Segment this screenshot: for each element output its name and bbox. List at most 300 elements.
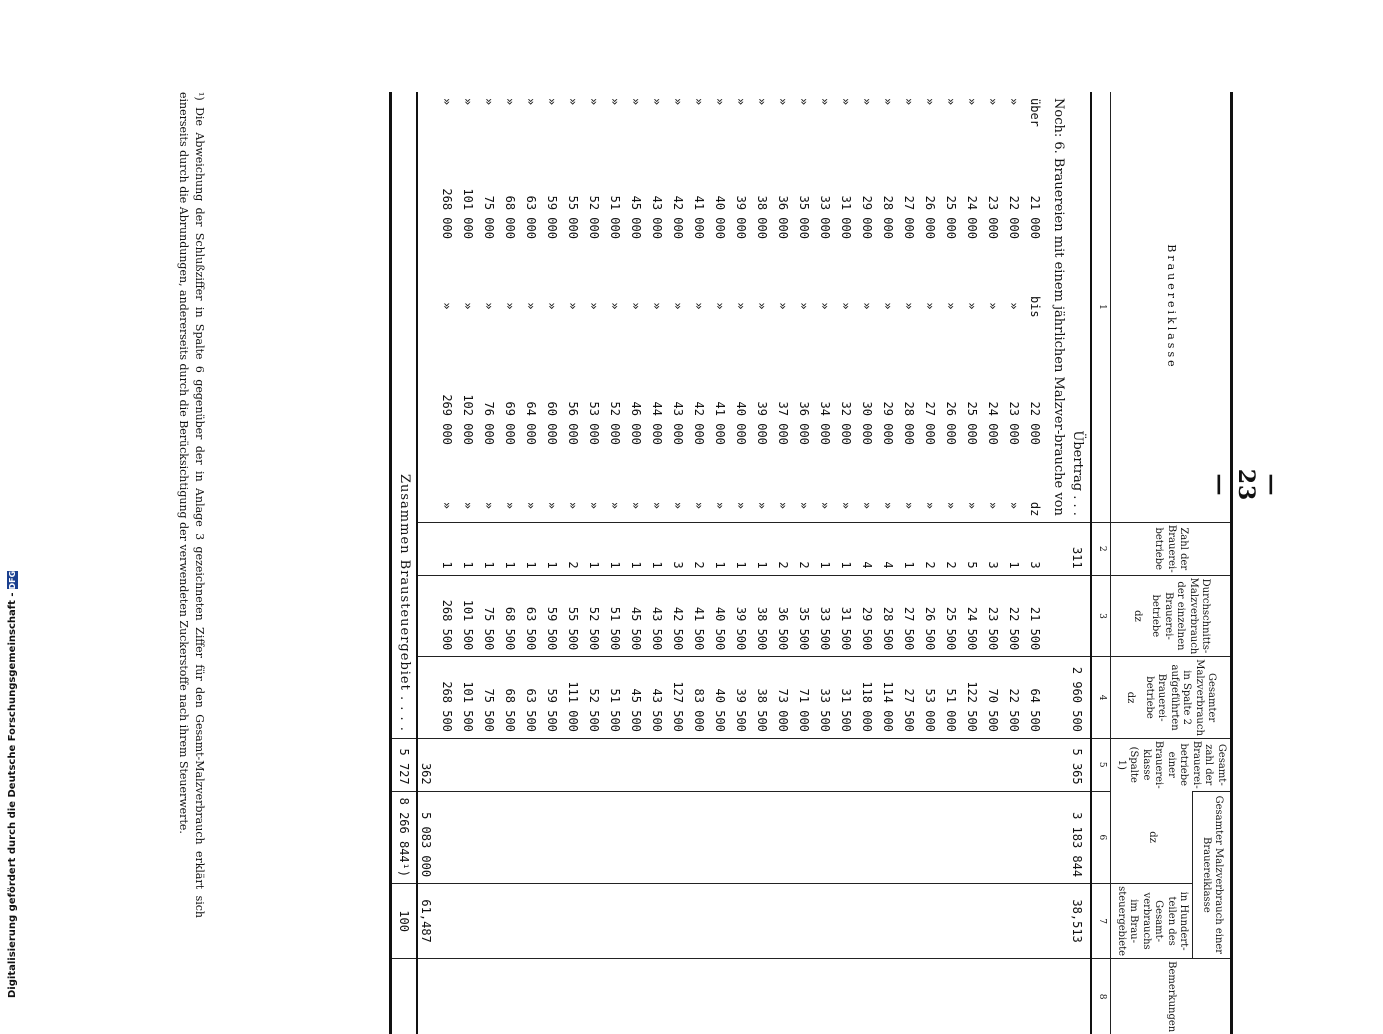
col5-cell <box>923 738 944 791</box>
col7-cell <box>797 884 818 959</box>
col7-cell <box>545 884 566 959</box>
range-from: 42 000 <box>671 195 686 239</box>
brauereiklasse-cell <box>524 92 545 522</box>
col-number-3: 3 <box>1092 575 1112 657</box>
range-to: 52 000 <box>608 401 623 445</box>
brauereiklasse-cell <box>545 92 566 522</box>
col6-cell <box>713 791 734 883</box>
remarks-cell <box>671 959 692 1034</box>
range-bis: » <box>944 302 959 310</box>
col6-cell <box>755 791 776 883</box>
col6-cell <box>524 791 545 883</box>
total-cell: 268 500 <box>440 657 461 739</box>
range-unit: » <box>608 501 623 510</box>
brauereiklasse-cell <box>923 92 944 522</box>
range-from: 38 000 <box>755 195 770 239</box>
col7-cell <box>524 884 545 959</box>
table-row <box>860 92 881 1034</box>
col6-cell <box>545 791 566 883</box>
range-to: 29 000 <box>881 401 896 445</box>
col6-cell <box>797 791 818 883</box>
col6-cell <box>482 791 503 883</box>
table-row <box>629 92 650 1034</box>
range-from: 101 000 <box>461 188 476 239</box>
range-from: 26 000 <box>923 195 938 239</box>
remarks-cell <box>482 959 503 1034</box>
col5-cell <box>587 738 608 791</box>
count-cell: 4 <box>881 522 902 575</box>
col5-cell <box>461 738 482 791</box>
header-gesamt <box>1111 657 1232 739</box>
range-to: 28 000 <box>902 401 917 445</box>
row-prefix: » <box>965 98 980 106</box>
average-cell: 25 500 <box>944 575 965 657</box>
col7-cell <box>986 884 1007 959</box>
header-row <box>1193 92 1232 1034</box>
remarks-cell <box>986 959 1007 1034</box>
count-cell: 1 <box>524 522 545 575</box>
row-prefix: » <box>692 98 707 106</box>
total-cell: 43 500 <box>650 657 671 739</box>
range-to: 64 000 <box>524 401 539 445</box>
range-unit: » <box>923 501 938 510</box>
brauereiklasse-cell <box>734 92 755 522</box>
row-prefix: » <box>608 98 623 106</box>
range-to: 46 000 <box>629 401 644 445</box>
average-cell: 75 500 <box>482 575 503 657</box>
count-cell: 1 <box>1007 522 1028 575</box>
range-to: 34 000 <box>818 401 833 445</box>
average-cell: 45 500 <box>629 575 650 657</box>
range-from: 31 000 <box>839 195 854 239</box>
col6-cell <box>692 791 713 883</box>
remarks-cell <box>776 959 797 1034</box>
average-cell: 27 500 <box>902 575 923 657</box>
remarks-cell <box>1028 959 1049 1034</box>
remarks-cell <box>839 959 860 1034</box>
col6-cell <box>734 791 755 883</box>
col-number-6: 6 <box>1092 791 1112 883</box>
range-from: 63 000 <box>524 195 539 239</box>
total-cell: 83 000 <box>692 657 713 739</box>
sum-row <box>391 92 418 1034</box>
col-number-5: 5 <box>1092 738 1112 791</box>
remarks-cell <box>629 959 650 1034</box>
range-to: 76 000 <box>482 401 497 445</box>
table-row <box>902 92 923 1034</box>
table-row <box>713 92 734 1034</box>
group-label-col5 <box>1049 738 1070 791</box>
range-from: 40 000 <box>713 195 728 239</box>
col7-cell <box>650 884 671 959</box>
count-cell: 1 <box>902 522 923 575</box>
total-cell: 68 500 <box>503 657 524 739</box>
range-to: 41 000 <box>713 401 728 445</box>
total-cell: 64 500 <box>1028 657 1049 739</box>
count-cell: 1 <box>461 522 482 575</box>
range-bis: » <box>461 302 476 310</box>
range-to: 27 000 <box>923 401 938 445</box>
col7-cell <box>503 884 524 959</box>
sum-col5: 5 727 <box>391 738 418 791</box>
col5-cell <box>608 738 629 791</box>
col6-cell <box>440 791 461 883</box>
table-row <box>965 92 986 1034</box>
col6-cell <box>818 791 839 883</box>
average-cell: 31 500 <box>839 575 860 657</box>
range-from: 23 000 <box>986 195 1001 239</box>
page-number: — 23 — <box>1207 468 1285 502</box>
average-cell: 41 500 <box>692 575 713 657</box>
sum-col6: 8 266 844¹) <box>391 791 418 883</box>
average-cell: 33 500 <box>818 575 839 657</box>
count-cell: 1 <box>545 522 566 575</box>
header-durchschnitt-label: Durchschnitts-Malzverbrauch der einzelnen Brauerei-betriebe <box>1150 577 1212 655</box>
total-cell: 31 500 <box>839 657 860 739</box>
brauereiklasse-cell <box>818 92 839 522</box>
brauereiklasse-cell <box>713 92 734 522</box>
range-unit: » <box>902 501 917 510</box>
average-cell: 59 500 <box>545 575 566 657</box>
col5-cell <box>503 738 524 791</box>
row-prefix: » <box>881 98 896 106</box>
range-unit: » <box>860 501 875 510</box>
range-from: 75 000 <box>482 195 497 239</box>
remarks-cell <box>587 959 608 1034</box>
range-from: 24 000 <box>965 195 980 239</box>
brauereiklasse-cell <box>461 92 482 522</box>
header-hunderteilen: in Hundert-teilen des Gesamt-verbrauchs im Brau-steuergebiete <box>1111 884 1193 959</box>
group-label: Noch: 6. Brauereien mit einem jährlichen Malzver-brauche von <box>1051 98 1067 516</box>
range-bis: » <box>692 302 707 310</box>
range-unit: » <box>650 501 665 510</box>
range-from: 55 000 <box>566 195 581 239</box>
remarks-cell <box>923 959 944 1034</box>
row-prefix: » <box>671 98 686 106</box>
range-unit: » <box>482 501 497 510</box>
brauereiklasse-cell <box>839 92 860 522</box>
count-cell: 3 <box>986 522 1007 575</box>
col5-cell <box>902 738 923 791</box>
range-to: 42 000 <box>692 401 707 445</box>
col5-cell <box>692 738 713 791</box>
range-to: 43 000 <box>671 401 686 445</box>
col7-cell <box>713 884 734 959</box>
group-label-col4 <box>1049 657 1070 739</box>
table-row <box>482 92 503 1034</box>
header-zahl: Zahl der Brauerei-betriebe <box>1111 522 1232 575</box>
group-label-col7 <box>1049 884 1070 959</box>
col6-cell <box>839 791 860 883</box>
row-prefix: » <box>902 98 917 106</box>
col7-cell <box>566 884 587 959</box>
range-unit: » <box>776 501 791 510</box>
range-to: 23 000 <box>1007 401 1022 445</box>
col-number-7: 7 <box>1092 884 1112 959</box>
count-cell: 2 <box>776 522 797 575</box>
total-cell: 114 000 <box>881 657 902 739</box>
average-cell: 21 500 <box>1028 575 1049 657</box>
range-unit: » <box>545 501 560 510</box>
row-prefix: » <box>797 98 812 106</box>
average-cell: 268 500 <box>440 575 461 657</box>
sum-label: Zusammen Brausteuergebiet . . . . <box>391 92 418 738</box>
remarks-cell <box>965 959 986 1034</box>
credit-text: Digitalisierung gefördert durch die Deutsche Forschungsgemeinschaft - <box>6 592 18 998</box>
total-cell: 122 500 <box>965 657 986 739</box>
range-unit: » <box>734 501 749 510</box>
row-prefix: über <box>1028 98 1043 127</box>
total-cell: 73 000 <box>776 657 797 739</box>
range-bis: » <box>839 302 854 310</box>
col7-cell <box>629 884 650 959</box>
col5-cell <box>776 738 797 791</box>
col5-cell <box>986 738 1007 791</box>
col5-cell <box>545 738 566 791</box>
remarks-cell <box>461 959 482 1034</box>
range-unit: » <box>566 501 581 510</box>
brauereiklasse-cell <box>587 92 608 522</box>
col6-cell <box>566 791 587 883</box>
range-from: 25 000 <box>944 195 959 239</box>
row-prefix: » <box>944 98 959 106</box>
col6-cell <box>881 791 902 883</box>
row-prefix: » <box>461 98 476 106</box>
total-cell: 52 500 <box>587 657 608 739</box>
col5-cell <box>1007 738 1028 791</box>
total-cell: 118 000 <box>860 657 881 739</box>
group-total-col6: 5 083 000 <box>418 791 440 883</box>
table-row <box>566 92 587 1034</box>
row-prefix: » <box>587 98 602 106</box>
table-row <box>503 92 524 1034</box>
group-total-col8 <box>418 959 440 1034</box>
range-bis: » <box>902 302 917 310</box>
row-prefix: » <box>650 98 665 106</box>
uebertrag-col8 <box>1070 959 1092 1034</box>
table-row <box>1028 92 1049 1034</box>
remarks-cell <box>797 959 818 1034</box>
range-from: 28 000 <box>881 195 896 239</box>
count-cell: 1 <box>650 522 671 575</box>
average-cell: 29 500 <box>860 575 881 657</box>
header-dz: dz <box>1147 831 1159 843</box>
col6-cell <box>986 791 1007 883</box>
range-bis: » <box>440 302 455 310</box>
table-row <box>587 92 608 1034</box>
col5-cell <box>440 738 461 791</box>
range-bis: » <box>713 302 728 310</box>
brauereiklasse-cell <box>776 92 797 522</box>
count-cell: 3 <box>1028 522 1049 575</box>
range-from: 36 000 <box>776 195 791 239</box>
average-cell: 68 500 <box>503 575 524 657</box>
total-cell: 70 500 <box>986 657 1007 739</box>
brauereiklasse-cell <box>503 92 524 522</box>
count-cell: 1 <box>608 522 629 575</box>
col7-cell <box>902 884 923 959</box>
total-cell: 45 500 <box>629 657 650 739</box>
brauereiklasse-cell <box>1028 92 1049 522</box>
range-from: 41 000 <box>692 195 707 239</box>
uebertrag-col7: 38,513 <box>1070 884 1092 959</box>
col6-cell <box>944 791 965 883</box>
row-prefix: » <box>629 98 644 106</box>
col7-cell <box>440 884 461 959</box>
average-cell: 42 500 <box>671 575 692 657</box>
brauereiklasse-cell <box>650 92 671 522</box>
average-cell: 35 500 <box>797 575 818 657</box>
total-cell: 40 500 <box>713 657 734 739</box>
remarks-cell <box>440 959 461 1034</box>
uebertrag-row <box>1070 92 1092 1034</box>
average-cell: 23 500 <box>986 575 1007 657</box>
remarks-cell <box>734 959 755 1034</box>
col5-cell <box>482 738 503 791</box>
average-cell: 55 500 <box>566 575 587 657</box>
uebertrag-col4: 2 960 500 <box>1070 657 1092 739</box>
header-group-malzverbrauch: Gesamter Malzverbrauch einer Brauereiklasse <box>1193 791 1232 958</box>
range-from: 22 000 <box>1007 195 1022 239</box>
col5-cell <box>629 738 650 791</box>
table-body <box>391 92 1092 1034</box>
range-bis: » <box>671 302 686 310</box>
col7-cell <box>461 884 482 959</box>
range-bis: » <box>776 302 791 310</box>
brauereiklasse-cell <box>986 92 1007 522</box>
remarks-cell <box>713 959 734 1034</box>
range-to: 40 000 <box>734 401 749 445</box>
table-row <box>986 92 1007 1034</box>
uebertrag-label: Übertrag . . . <box>1070 430 1086 516</box>
remarks-cell <box>944 959 965 1034</box>
total-cell: 33 500 <box>818 657 839 739</box>
col7-cell <box>923 884 944 959</box>
table-row <box>692 92 713 1034</box>
group-total-col3 <box>418 575 440 657</box>
col7-cell <box>818 884 839 959</box>
row-prefix: » <box>818 98 833 106</box>
group-label-col3 <box>1049 575 1070 657</box>
table-row <box>608 92 629 1034</box>
col5-cell <box>944 738 965 791</box>
range-bis: » <box>545 302 560 310</box>
count-cell: 1 <box>440 522 461 575</box>
col7-cell <box>482 884 503 959</box>
remarks-cell <box>881 959 902 1034</box>
table-row <box>671 92 692 1034</box>
range-to: 25 000 <box>965 401 980 445</box>
range-from: 39 000 <box>734 195 749 239</box>
header-gesamt-unit: dz <box>1125 691 1137 704</box>
row-prefix: » <box>1007 98 1022 106</box>
col7-cell <box>692 884 713 959</box>
remarks-cell <box>566 959 587 1034</box>
range-bis: » <box>923 302 938 310</box>
range-to: 26 000 <box>944 401 959 445</box>
count-cell: 5 <box>965 522 986 575</box>
col7-cell <box>671 884 692 959</box>
row-prefix: » <box>776 98 791 106</box>
col6-cell <box>902 791 923 883</box>
count-cell: 2 <box>692 522 713 575</box>
col7-cell <box>1028 884 1049 959</box>
col6-cell <box>860 791 881 883</box>
count-cell: 4 <box>860 522 881 575</box>
count-cell: 3 <box>671 522 692 575</box>
count-cell: 2 <box>923 522 944 575</box>
total-cell: 127 500 <box>671 657 692 739</box>
total-cell: 75 500 <box>482 657 503 739</box>
count-cell: 1 <box>755 522 776 575</box>
range-from: 33 000 <box>818 195 833 239</box>
range-to: 22 000 <box>1028 401 1043 445</box>
table-row <box>755 92 776 1034</box>
range-from: 27 000 <box>902 195 917 239</box>
range-from: 68 000 <box>503 195 518 239</box>
range-to: 36 000 <box>797 401 812 445</box>
range-to: 44 000 <box>650 401 665 445</box>
range-unit: » <box>1007 501 1022 510</box>
range-bis: » <box>608 302 623 310</box>
total-cell: 27 500 <box>902 657 923 739</box>
average-cell: 63 500 <box>524 575 545 657</box>
header-gesamtzahl: Gesamt-zahl der Brauerei-betriebe einer Brauerei-klasse (Spalte 1) <box>1111 738 1232 791</box>
total-cell: 111 000 <box>566 657 587 739</box>
remarks-cell <box>1007 959 1028 1034</box>
col7-cell <box>587 884 608 959</box>
row-prefix: » <box>545 98 560 106</box>
brauereiklasse-cell <box>482 92 503 522</box>
col6-cell <box>776 791 797 883</box>
range-bis: » <box>755 302 770 310</box>
footnote: ¹) Die Abweichung der Schlußziffer in Spalte 6 gegenüber der in Anlage 3 gezeichneten Ziffer für den Gesamt-Malzverbrauch erklärt sich einerseits durch die Abrundungen, andererseits durch die Berücksichtigung der verwendeten Zuckerstoffe nach ihrem Steuerwerte. <box>177 92 206 918</box>
table-row <box>776 92 797 1034</box>
brauereiklasse-cell <box>440 92 461 522</box>
range-to: 37 000 <box>776 401 791 445</box>
range-to: 53 000 <box>587 401 602 445</box>
brauereiklasse-cell <box>629 92 650 522</box>
brauereiklasse-cell <box>671 92 692 522</box>
remarks-cell <box>650 959 671 1034</box>
range-from: 35 000 <box>797 195 812 239</box>
group-label-row <box>1049 92 1070 1034</box>
average-cell: 39 500 <box>734 575 755 657</box>
col5-cell <box>755 738 776 791</box>
brauereiklasse-cell <box>944 92 965 522</box>
total-cell: 38 500 <box>755 657 776 739</box>
remarks-cell <box>545 959 566 1034</box>
count-cell: 1 <box>629 522 650 575</box>
group-total-col5: 362 <box>418 738 440 791</box>
range-to: 24 000 <box>986 401 1001 445</box>
count-cell: 1 <box>818 522 839 575</box>
table-row <box>440 92 461 1034</box>
group-label-col8 <box>1049 959 1070 1034</box>
range-bis: » <box>503 302 518 310</box>
col6-cell <box>965 791 986 883</box>
row-prefix: » <box>923 98 938 106</box>
total-cell: 101 500 <box>461 657 482 739</box>
range-bis: » <box>986 302 1001 310</box>
range-bis: » <box>629 302 644 310</box>
range-bis: » <box>566 302 581 310</box>
range-bis: » <box>482 302 497 310</box>
range-from: 29 000 <box>860 195 875 239</box>
col-number-8: 8 <box>1092 959 1112 1034</box>
range-unit: » <box>461 501 476 510</box>
remarks-cell <box>860 959 881 1034</box>
